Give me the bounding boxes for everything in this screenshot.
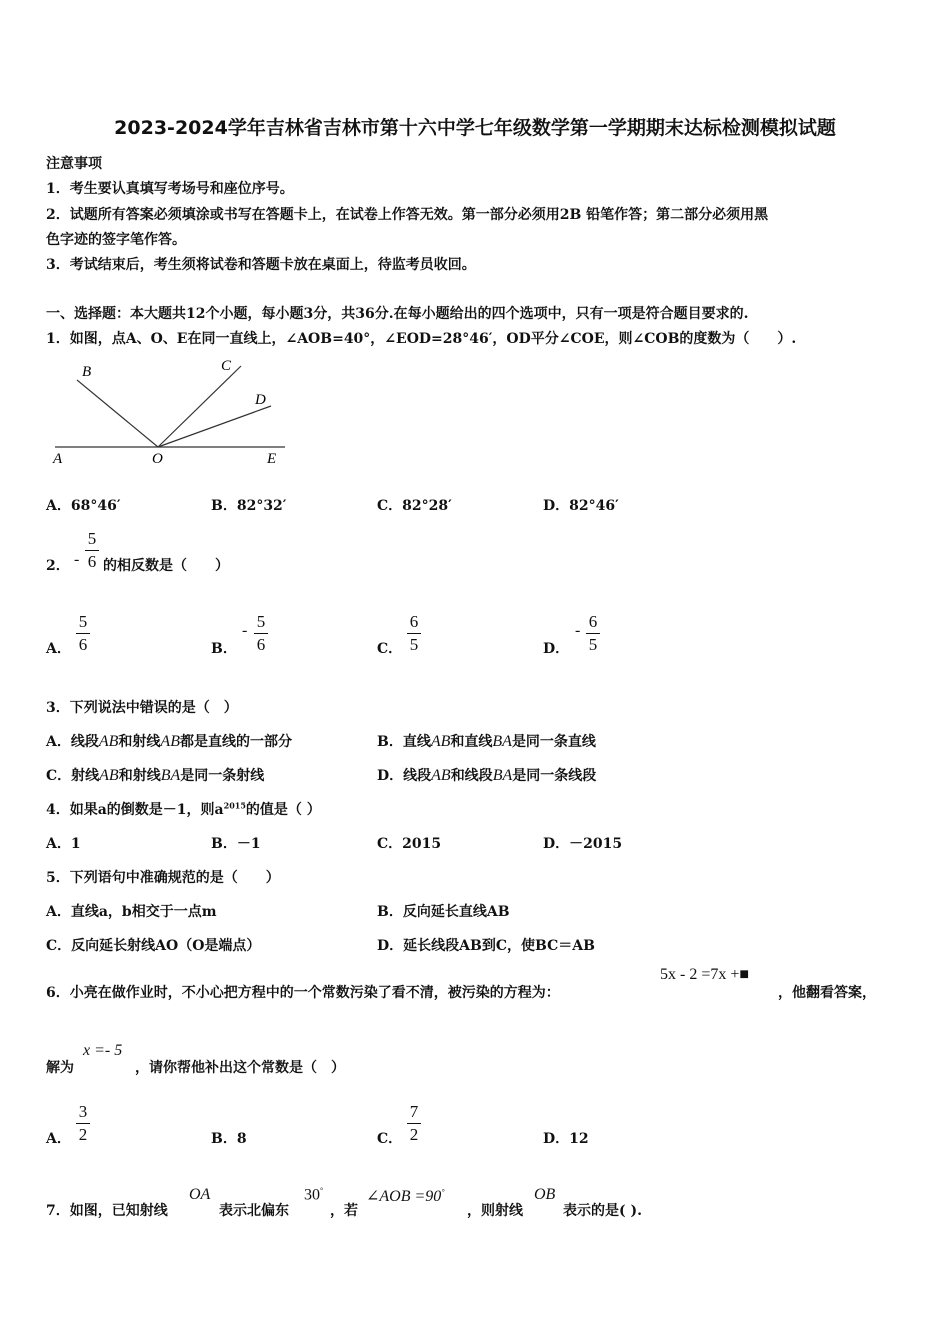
page-title: 2023-2024学年吉林省吉林市第十六中学七年级数学第一学期期末达标检测模拟试题 — [114, 117, 836, 139]
label-b: B — [82, 364, 92, 380]
q5-option-b[interactable]: B．反向延长直线AB — [377, 904, 510, 920]
q5-option-a[interactable]: A．直线a，b相交于一点m — [46, 904, 217, 920]
q1-angle-figure — [45, 350, 295, 470]
notice-item: 1．考生要认真填写考场号和座位序号。 — [46, 181, 294, 197]
q4-stem: 4．如果a的倒数是－1，则$a^{2015}$的值是（ ） — [46, 800, 321, 818]
q6-solution: x =- 5 — [83, 1042, 123, 1059]
q7-stem-pre: 7．如图，已知射线 — [46, 1203, 168, 1219]
q2-option-b-fraction: 5 6 — [254, 612, 268, 655]
q4-option-b[interactable]: B．－1 — [211, 836, 261, 852]
q1-option-b[interactable]: B．82°32′ — [211, 498, 287, 514]
q1-stem: 1．如图，点A、O、E在同一直线上，∠AOB=40°，∠EOD=28°46′，OD平分∠COE，则∠COB的度数为（ ）. — [46, 331, 797, 347]
label-o: O — [152, 451, 163, 467]
label-d: D — [255, 392, 266, 408]
q5-option-c[interactable]: C．反向延长射线AO（O是端点） — [46, 938, 261, 954]
q1-option-a[interactable]: A．68°46′ — [46, 498, 121, 514]
q2-frac-den: 6 — [87, 552, 97, 571]
q7-math-angle: ∠AOB =90° — [366, 1187, 445, 1205]
q4-option-a[interactable]: A．1 — [46, 836, 81, 852]
q7-math-oa: OA — [189, 1186, 211, 1203]
q2-option-c-label[interactable]: C． — [377, 641, 403, 657]
q2-frac-num: 5 — [87, 529, 97, 548]
q3-option-b[interactable]: B．直线AB和直线BA是同一条直线 — [377, 733, 596, 750]
q6-line2-pre: 解为 — [46, 1060, 74, 1076]
q6-line2-post: ，请你帮他补出这个常数是（ ） — [135, 1060, 345, 1076]
label-e: E — [267, 451, 277, 467]
label-c: C — [221, 358, 232, 374]
q6-stem: 6．小亮在做作业时，不小心把方程中的一个常数污染了看不清，被污染的方程为： — [46, 985, 560, 1001]
q6-option-b[interactable]: B．8 — [211, 1131, 247, 1147]
q7-stem-post: 表示的是( ). — [563, 1203, 642, 1219]
q2-stem: 的相反数是（ ） — [103, 558, 229, 574]
q2-option-b-sign: - — [242, 622, 248, 639]
q7-stem-mid2: ，若 — [330, 1203, 358, 1219]
q3-stem: 3．下列说法中错误的是（ ） — [46, 700, 238, 716]
q6-option-a-fraction: 3 2 — [76, 1102, 90, 1145]
q2-sign: - — [74, 551, 80, 568]
section-heading: 一、选择题：本大题共12个小题，每小题3分，共36分.在每小题给出的四个选项中，只有一项是符合题目要求的. — [46, 306, 749, 322]
q4-option-c[interactable]: C．2015 — [377, 836, 442, 852]
q6-option-c-fraction: 7 2 — [407, 1102, 421, 1145]
q6-option-c-label[interactable]: C． — [377, 1131, 403, 1147]
q2-option-a-fraction: 5 6 — [76, 612, 90, 655]
q2-option-c-fraction: 6 5 — [407, 612, 421, 655]
q5-option-d[interactable]: D．延长线段AB到C，使BC＝AB — [377, 938, 595, 954]
q3-option-d[interactable]: D．线段AB和线段BA是同一条线段 — [377, 767, 597, 784]
q6-stem-end: ，他翻看答案， — [778, 985, 876, 1001]
q2-option-d-sign: - — [575, 622, 581, 639]
q1-option-c[interactable]: C．82°28′ — [377, 498, 452, 514]
notice-heading: 注意事项 — [46, 156, 102, 172]
q2-option-b-label[interactable]: B． — [211, 641, 237, 657]
q7-stem-mid1: 表示北偏东 — [219, 1203, 289, 1219]
label-a: A — [53, 451, 63, 467]
q1-option-d[interactable]: D．82°46′ — [543, 498, 619, 514]
notice-item: 2．试题所有答案必须填涂或书写在答题卡上，在试卷上作答无效。第一部分必须用2B 铅笔作答；第二部分必须用黑 — [46, 207, 769, 223]
q4-option-d[interactable]: D．－2015 — [543, 836, 623, 852]
q6-option-a-label[interactable]: A． — [46, 1131, 71, 1147]
q7-math-30: 30° — [304, 1186, 324, 1204]
q3-option-a[interactable]: A．线段AB和射线AB都是直线的一部分 — [46, 733, 292, 750]
notice-item: 3．考试结束后，考生须将试卷和答题卡放在桌面上，待监考员收回。 — [46, 257, 476, 273]
q3-option-c[interactable]: C．射线AB和射线BA是同一条射线 — [46, 767, 265, 784]
q6-option-d[interactable]: D．12 — [543, 1131, 589, 1147]
q2-fraction — [85, 529, 99, 572]
q2-option-d-fraction: 6 5 — [586, 612, 600, 655]
q2-option-a-label[interactable]: A． — [46, 641, 71, 657]
q5-stem: 5．下列语句中准确规范的是（ ） — [46, 870, 280, 886]
q2-option-d-label[interactable]: D． — [543, 641, 570, 657]
q7-math-ob: OB — [534, 1186, 556, 1203]
q2-number: 2． — [46, 558, 70, 574]
q7-stem-mid3: ，则射线 — [467, 1203, 523, 1219]
notice-item: 色字迹的签字笔作答。 — [46, 232, 186, 248]
q6-equation: 5x - 2 =7x +■ — [660, 966, 750, 983]
